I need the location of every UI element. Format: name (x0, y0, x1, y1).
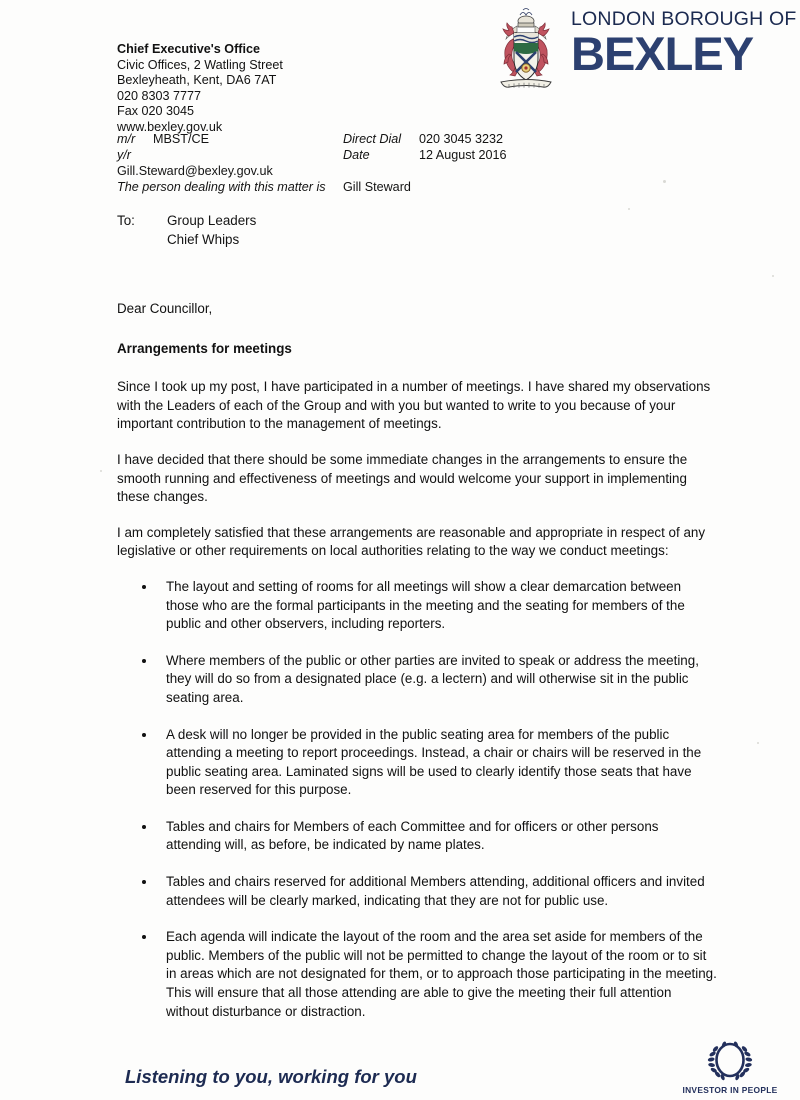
sender-department: Chief Executive's Office (117, 42, 260, 56)
direct-dial-pair (343, 132, 503, 148)
council-logo (487, 6, 797, 98)
sender-email[interactable]: Gill.Steward@bexley.gov.uk (117, 163, 273, 178)
recipient-block (117, 212, 256, 249)
list-item (117, 873, 717, 910)
list-item-text: Where members of the public or other parties are invited to speak or address the meeting, they will do so from a designated place (e.g. a lectern) and will otherwise sit in the public seating area. (166, 652, 699, 705)
sender-phone: 020 8303 7777 (117, 88, 202, 103)
contact-value: Gill Steward (343, 180, 411, 195)
list-item-text: The layout and setting of rooms for all meetings will show a clear demarcation between those who are the formal participants in the meeting and the seating for members of the public and other observers, including reporters. (166, 578, 685, 632)
logo-wordmark (571, 6, 797, 80)
council-tagline: Listening to you, working for you (125, 1066, 417, 1087)
sender-address-block (117, 42, 283, 136)
letter-paragraph: I am completely satisfied that these arrangements are reasonable and appropriate in respect of any legislative or other requirements on local authorities relating to the way we conduct meetings: (117, 524, 706, 559)
sender-website[interactable]: www.bexley.gov.uk (117, 119, 223, 134)
reference-row-your-ref (117, 148, 737, 164)
list-item-text: A desk will no longer be provided in the public seating area for members of the public attending a meeting to report proceedings. Instead, a chair or chairs will be reserved in the public seating area. Laminated signs will be used to clearly identify those seats that have been reserved for this purpose. (166, 726, 702, 798)
list-item (117, 578, 717, 634)
letter-body (117, 300, 717, 1039)
scan-speck (757, 742, 759, 744)
bullet-dot-icon (142, 733, 146, 737)
list-item (117, 818, 717, 855)
bullet-dot-icon (142, 825, 146, 829)
direct-dial-value: 020 3045 3232 (419, 132, 504, 146)
recipient-names (167, 212, 256, 249)
recipient-name: Group Leaders (167, 213, 257, 228)
investor-in-people-logo (676, 1038, 784, 1095)
list-item-text: Tables and chairs reserved for additional Members attending, additional officers and invited attendees will be clearly marked, indicating that they are not for public use. (166, 874, 705, 908)
sender-address-line-2: Bexleyheath, Kent, DA6 7AT (117, 73, 277, 88)
arrangements-bullet-list (117, 578, 717, 1021)
sender-address-line-1: Civic Offices, 2 Watling Street (117, 57, 283, 72)
list-item (117, 928, 717, 1021)
logo-line-london-borough-of: LONDON BOROUGH OF (571, 8, 797, 30)
list-item-text: Each agenda will indicate the layout of the room and the area set aside for members of the public. Members of the public will not be permitted to change the layout of the room or to sit in areas which are not designated for them, or to approach those participating in the meeting. This will ensure that all those attending are able to give the meeting their full attention without disturbance or distraction. (166, 929, 717, 1019)
list-item-text: Tables and chairs for Members of each Committee and for officers or other persons attending will, as before, be indicated by name plates. (166, 818, 659, 853)
bullet-dot-icon (142, 585, 146, 589)
letter-paragraph: I have decided that there should be some immediate changes in the arrangements to ensure the smooth running and effectiveness of meetings and would welcome your support in implementing these changes. (117, 451, 688, 505)
bullet-dot-icon (142, 659, 146, 663)
date-pair (343, 148, 507, 164)
date-label: Date (343, 147, 370, 162)
laurel-wreath-icon (704, 1038, 756, 1084)
reference-row-contact (117, 180, 737, 197)
recipient-name: Chief Whips (167, 231, 240, 247)
sender-fax: Fax 020 3045 (117, 104, 195, 119)
list-item (117, 726, 717, 800)
date-value: 12 August 2016 (419, 147, 507, 162)
reference-row-our-ref (117, 132, 737, 148)
letter-subject-heading: Arrangements for meetings (117, 340, 292, 356)
investor-in-people-text: INVESTOR IN PEOPLE (682, 1085, 778, 1095)
our-ref-value: MBST/CE (153, 132, 209, 146)
our-ref-label: m/r (117, 132, 136, 146)
list-item (117, 652, 717, 708)
direct-dial-label: Direct Dial (343, 132, 402, 146)
salutation: Dear Councillor, (117, 301, 213, 316)
scan-speck (628, 208, 630, 210)
bullet-dot-icon (142, 935, 146, 939)
scan-speck (772, 275, 774, 277)
reference-row-email (117, 164, 737, 180)
letter-paragraph: Since I took up my post, I have participated in a number of meetings. I have shared my observations with the Leaders of each of the Group and with you but wanted to write to you because of your important contribution to the management of meetings. (117, 379, 711, 432)
contact-label: The person dealing with this matter is (117, 180, 326, 195)
bullet-dot-icon (142, 880, 146, 884)
logo-line-bexley: BEXLEY (571, 26, 754, 80)
your-ref-label: y/r (117, 147, 131, 162)
scan-speck (100, 470, 102, 472)
bexley-coat-of-arms-icon (487, 6, 565, 94)
recipient-label: To: (117, 213, 135, 228)
reference-block (117, 132, 737, 197)
